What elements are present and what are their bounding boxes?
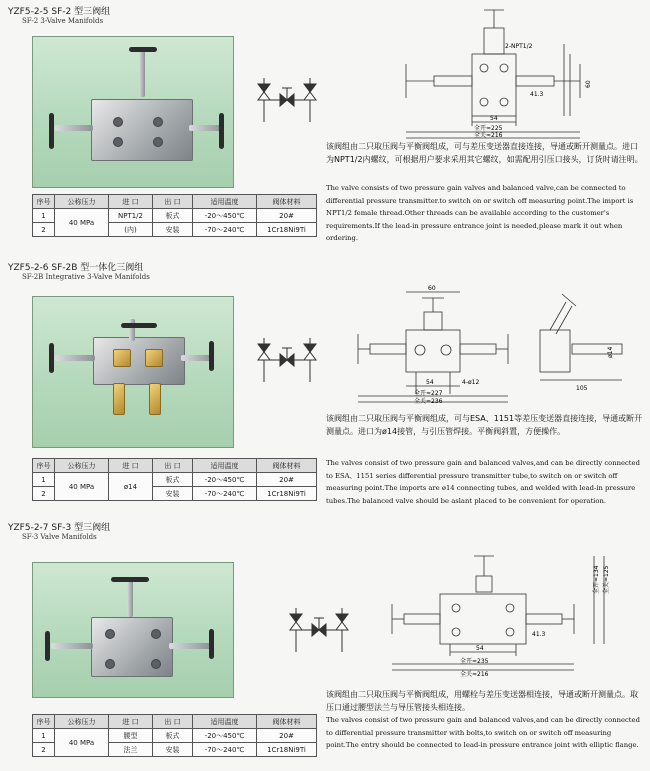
section-3-desc-en: The valves consist of two pressure gain and balanced valves,and can be directly connected to differential pressure transmitter with bolts,to switch on or switch off measuring point.The entry should be connected to lead-in pressure entrance joint with elliptic flange. — [326, 716, 640, 749]
table-cell: 安装 — [153, 743, 193, 757]
drawing-1-dim-54: 54 — [490, 115, 498, 122]
table-header: 适用温度 — [193, 715, 257, 729]
drawing-2-open: 全开≈227 — [414, 390, 443, 397]
table-header: 出 口 — [153, 459, 193, 473]
drawing-2-closed: 全关≈236 — [414, 398, 443, 405]
table-header: 阀体材料 — [257, 715, 317, 729]
table-cell: 1 — [33, 209, 55, 223]
table-header: 序号 — [33, 459, 55, 473]
table-header: 出 口 — [153, 195, 193, 209]
section-1-desc-cn: 该阀组由二只取压阀与平衡阀组成，可与差压变送器直接连接，导通或断开测量点。进口为NPT1/2内螺纹，可根据用户要求采用其它螺纹，如需配用引压口接头，订货时请注明。 — [326, 142, 643, 164]
drawing-2-dim-60: 60 — [428, 285, 436, 292]
table-row — [33, 729, 317, 743]
table-header: 适用温度 — [193, 195, 257, 209]
table-cell: 板式 — [153, 473, 193, 487]
section-2-desc-cn: 该阀组由二只取压阀与平衡阀组成，可与ESA、1151等差压变送器直接连接，导通或断开测量点。进口为ø14接管，与引压管焊接。平衡阀斜置，方便操作。 — [326, 414, 643, 436]
table-header: 公称压力 — [55, 715, 109, 729]
drawing-1-thread-label: 2-NPT1/2 — [505, 43, 533, 50]
table-cell: 1 — [33, 729, 55, 743]
table-cell: (内) — [109, 223, 153, 237]
drawing-2-tube: ø14 — [607, 346, 614, 358]
section-1-spec-table — [32, 194, 317, 237]
section-3-photo — [32, 562, 234, 698]
section-2-desc-en: The valves consist of two pressure gain and balanced valves,and can be directly connected to ESA、1151 series differential pressure transmitter tube,to switch on or switch off measuring point.The imports are ø14 connecting tubes, and welded with lead-in pressure tubes.The balanced valve should be aslant placed to be convenient for operation. — [326, 459, 640, 505]
drawing-3-open-h: 全开≈235 — [460, 658, 489, 665]
table-cell: -70～240℃ — [193, 743, 257, 757]
table-cell: 腰型 — [109, 729, 153, 743]
section-1-subtitle: SF-2 3-Valve Manifolds — [22, 17, 104, 25]
table-cell: -70～240℃ — [193, 487, 257, 501]
drawing-3-open-v: 全开≈134 — [593, 565, 600, 594]
table-header: 适用温度 — [193, 459, 257, 473]
section-2-valve-symbol — [252, 330, 322, 390]
section-1-photo — [32, 36, 234, 188]
drawing-2-holes: 4-ø12 — [462, 379, 480, 386]
section-1-drawing — [380, 4, 630, 142]
table-cell: 1Cr18Ni9Ti — [257, 223, 317, 237]
section-2-subtitle: SF-2B Integrative 3-Valve Manifolds — [22, 273, 150, 281]
table-cell: 2 — [33, 487, 55, 501]
section-2-photo — [32, 296, 234, 448]
table-header: 进 口 — [109, 195, 153, 209]
table-row — [33, 209, 317, 223]
table-cell: ø14 — [109, 473, 153, 501]
section-2-title: YZF5-2-6 SF-2B 型一体化三阀组 — [8, 263, 144, 273]
table-row — [33, 473, 317, 487]
section-3-desc-cn: 该阀组由二只取压阀与平衡阀组成，用螺栓与差压变送器相连接，导通或断开测量点。取压口通过腰型法兰与导压管接头相连接。 — [326, 690, 638, 712]
drawing-1-dim-60: 60 — [585, 80, 592, 88]
table-header: 公称压力 — [55, 195, 109, 209]
table-cell: 40 MPa — [55, 209, 109, 237]
table-cell: 20# — [257, 729, 317, 743]
section-1-valve-symbol — [252, 70, 322, 130]
table-cell: 1 — [33, 473, 55, 487]
table-cell: 20# — [257, 209, 317, 223]
table-cell: 2 — [33, 223, 55, 237]
section-1-title: YZF5-2-5 SF-2 型三阀组 — [8, 7, 111, 17]
section-3-valve-symbol — [284, 600, 354, 660]
table-cell: NPT1/2 — [109, 209, 153, 223]
table-header: 阀体材料 — [257, 195, 317, 209]
drawing-1-open: 全开≈225 — [474, 125, 503, 132]
table-header: 阀体材料 — [257, 459, 317, 473]
table-cell: -20～450℃ — [193, 473, 257, 487]
table-header: 进 口 — [109, 715, 153, 729]
table-cell: 2 — [33, 743, 55, 757]
drawing-1-dim-41: 41.3 — [530, 91, 544, 98]
section-3-spec-table — [32, 714, 317, 757]
table-cell: -20～450℃ — [193, 729, 257, 743]
table-cell: 1Cr18Ni9Ti — [257, 743, 317, 757]
section-2-spec-table — [32, 458, 317, 501]
section-3-drawing — [384, 552, 634, 680]
drawing-3-dim-41: 41.3 — [532, 631, 546, 638]
section-3-subtitle: SF-3 Valve Manifolds — [22, 533, 97, 541]
table-cell: 法兰 — [109, 743, 153, 757]
drawing-3-dim-54: 54 — [476, 645, 484, 652]
drawing-2-dim-54: 54 — [426, 379, 434, 386]
table-header: 出 口 — [153, 715, 193, 729]
drawing-2-dim-105: 105 — [576, 385, 588, 392]
table-header: 序号 — [33, 715, 55, 729]
table-cell: 40 MPa — [55, 729, 109, 757]
section-3-title: YZF5-2-7 SF-3 型三阀组 — [8, 523, 111, 533]
section-2-drawing — [350, 282, 640, 408]
table-header: 公称压力 — [55, 459, 109, 473]
table-cell: 20# — [257, 473, 317, 487]
table-cell: -20～450℃ — [193, 209, 257, 223]
table-cell: 安装 — [153, 223, 193, 237]
table-cell: -70～240℃ — [193, 223, 257, 237]
drawing-3-closed-v: 全关≈125 — [603, 565, 610, 594]
drawing-3-closed-h: 全关≈216 — [460, 671, 489, 678]
table-cell: 1Cr18Ni9Ti — [257, 487, 317, 501]
table-cell: 40 MPa — [55, 473, 109, 501]
table-cell: 板式 — [153, 209, 193, 223]
table-header: 进 口 — [109, 459, 153, 473]
table-cell: 安装 — [153, 487, 193, 501]
table-cell: 板式 — [153, 729, 193, 743]
table-header: 序号 — [33, 195, 55, 209]
section-1-desc-en: The valve consists of two pressure gain valves and balanced valve,can be connected to differential pressure transmitter.to switch on or switch off measuring point.The import is NPT1/2 female thread.Other threads can be available according to the customer's requirements.If the lead-in pressure entrance joint is needed,please mark it out when ordering. — [326, 184, 634, 242]
drawing-1-closed: 全关≈216 — [474, 132, 503, 139]
